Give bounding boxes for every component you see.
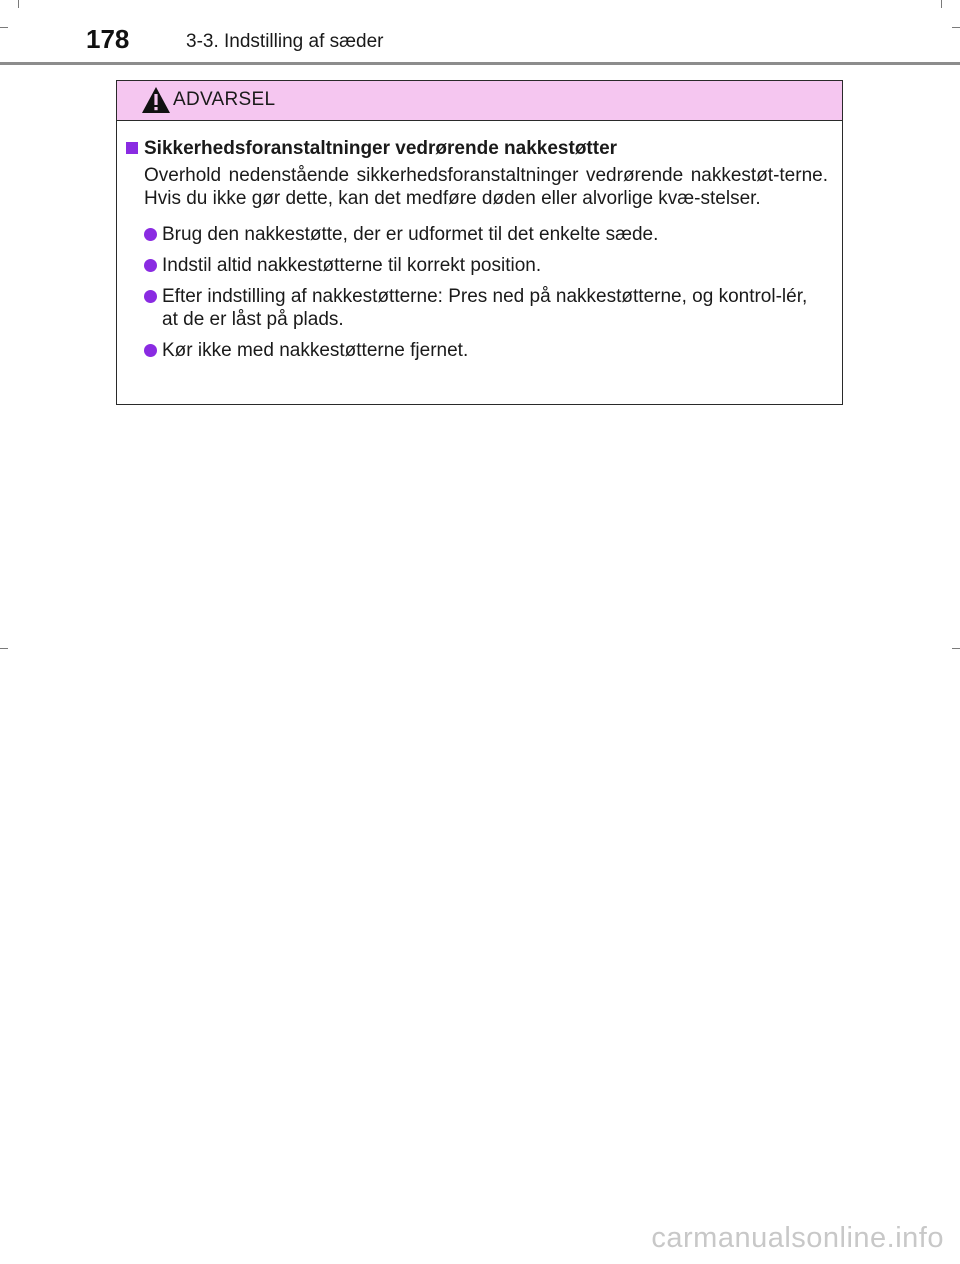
subheading-text: Sikkerhedsforanstaltninger vedrørende nakkestøtter — [144, 138, 618, 159]
crop-mark — [952, 648, 960, 649]
warning-label: ADVARSEL — [173, 89, 276, 110]
warning-intro: Overhold nedenstående sikkerhedsforanstaltninger vedrørende nakkestøt-terne. Hvis du ikke gør dette, kan det medføre døden eller alvorlige kvæ-stelser. — [144, 165, 828, 209]
crop-mark — [18, 0, 19, 8]
warning-subheading — [126, 137, 828, 160]
purple-dot-icon — [144, 228, 157, 241]
header-divider — [0, 62, 960, 65]
bullet-text: Brug den nakkestøtte, der er udformet til det enkelte sæde. — [162, 224, 659, 245]
list-item — [126, 223, 828, 246]
crop-mark — [941, 0, 942, 8]
bullet-text: Efter indstilling af nakkestøtterne: Pres ned på nakkestøtterne, og kontrol-lér, at de er låst på plads. — [162, 286, 808, 330]
bullet-text: Kør ikke med nakkestøtterne fjernet. — [162, 340, 469, 361]
warning-triangle-icon — [141, 86, 171, 114]
crop-mark — [0, 27, 8, 28]
purple-square-icon — [126, 142, 138, 154]
watermark[interactable]: carmanualsonline.info — [651, 1222, 944, 1254]
warning-header — [117, 81, 842, 121]
section-title: 3-3. Indstilling af sæder — [186, 31, 384, 52]
bullet-text: Indstil altid nakkestøtterne til korrekt position. — [162, 255, 542, 276]
page-number: 178 — [86, 24, 130, 54]
list-item — [126, 285, 828, 331]
crop-mark — [952, 27, 960, 28]
warning-box — [116, 80, 843, 405]
purple-dot-icon — [144, 259, 157, 272]
purple-dot-icon — [144, 344, 157, 357]
list-item — [126, 339, 828, 362]
crop-mark — [0, 648, 8, 649]
purple-dot-icon — [144, 290, 157, 303]
list-item — [126, 254, 828, 277]
warning-body — [117, 121, 842, 362]
warning-bullet-list — [126, 223, 828, 362]
